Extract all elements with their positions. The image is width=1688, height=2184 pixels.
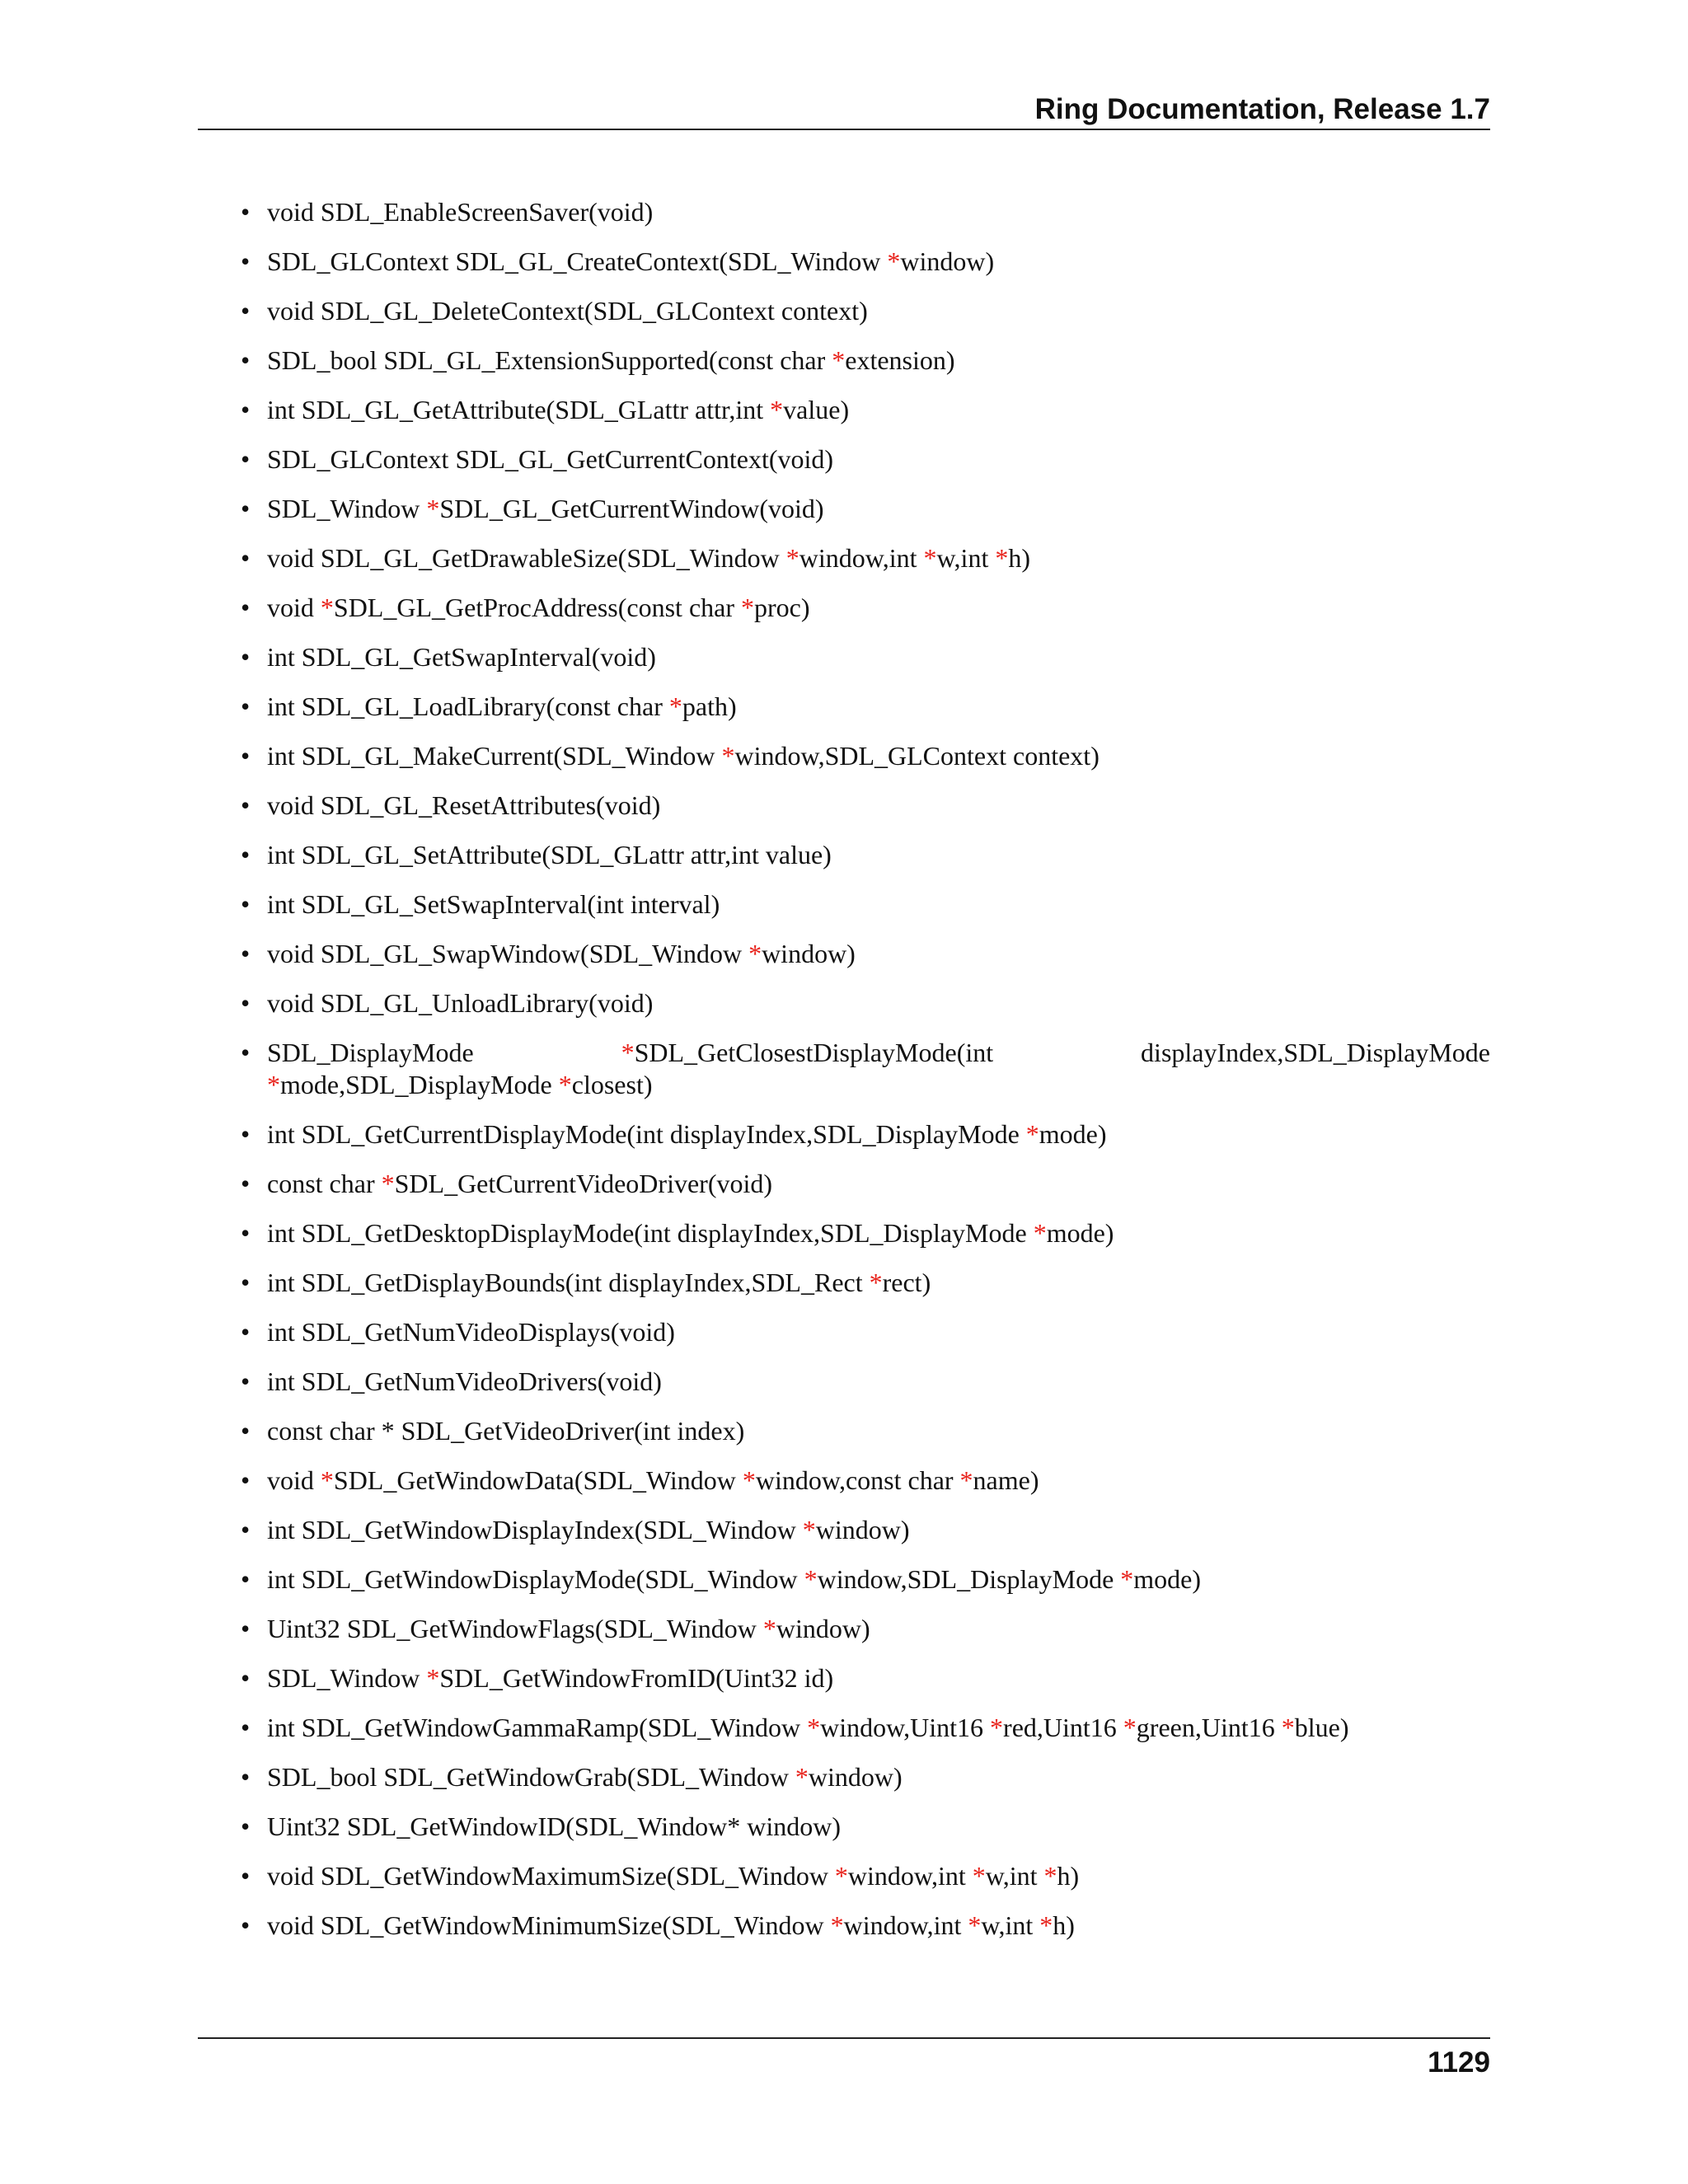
pointer-star: * <box>990 1713 1004 1742</box>
pointer-star: * <box>668 691 682 721</box>
signature-text: SDL_bool SDL_GetWindowGrab(SDL_Window <box>267 1762 795 1792</box>
signature-text: Uint32 SDL_GetWindowFlags(SDL_Window <box>267 1614 763 1643</box>
signature-text: void SDL_GetWindowMaximumSize(SDL_Window <box>267 1861 835 1891</box>
signature-text: int SDL_GetWindowDisplayIndex(SDL_Window <box>267 1515 803 1544</box>
signature-text: window,Uint16 <box>820 1713 991 1742</box>
pointer-star: * <box>804 1564 818 1594</box>
pointer-star: * <box>1281 1713 1295 1742</box>
page-header <box>198 92 1490 130</box>
pointer-star: * <box>748 939 762 968</box>
pointer-star: * <box>1123 1713 1137 1742</box>
signature-text: SDL_Window <box>267 494 427 523</box>
list-item <box>239 740 1490 772</box>
pointer-star: * <box>267 1070 280 1099</box>
signature-text: red,Uint16 <box>1003 1713 1123 1742</box>
pointer-star: * <box>972 1861 986 1891</box>
signature-text: name) <box>973 1465 1039 1495</box>
list-item <box>239 394 1490 426</box>
signature-text: SDL_GetClosestDisplayMode(int displayIndex,SDL_DisplayMode <box>634 1038 1491 1067</box>
signature-text: int SDL_GetWindowDisplayMode(SDL_Window <box>267 1564 804 1594</box>
list-item <box>239 246 1490 278</box>
pointer-star: * <box>887 246 901 276</box>
pointer-star: * <box>426 494 440 523</box>
list-item <box>239 1860 1490 1892</box>
pointer-star: * <box>1025 1119 1039 1149</box>
header-divider <box>198 129 1490 130</box>
signature-text: closest) <box>571 1070 653 1099</box>
signature-text: window) <box>900 246 995 276</box>
signature-text: window) <box>762 939 856 968</box>
signature-text: SDL_GetWindowData(SDL_Window <box>333 1465 743 1495</box>
signature-text: int SDL_GL_MakeCurrent(SDL_Window <box>267 741 722 771</box>
list-item <box>239 295 1490 327</box>
signature-text: mode) <box>1039 1119 1107 1149</box>
signature-text: SDL_Window <box>267 1663 427 1693</box>
signature-text: h) <box>1057 1861 1080 1891</box>
signature-text: void SDL_GL_GetDrawableSize(SDL_Window <box>267 543 786 573</box>
list-item <box>239 987 1490 1019</box>
signature-text: value) <box>783 395 850 424</box>
signature-text: Uint32 SDL_GetWindowID(SDL_Window* window) <box>267 1811 842 1841</box>
list-item <box>239 641 1490 673</box>
list-item <box>239 1316 1490 1348</box>
page-number: 1129 <box>1428 2046 1490 2079</box>
signature-text: extension) <box>845 345 955 375</box>
signature-text: int SDL_GL_GetAttribute(SDL_GLattr attr,int <box>267 395 771 424</box>
pointer-star: * <box>1039 1910 1053 1940</box>
signature-text: window) <box>815 1515 910 1544</box>
signature-text: SDL_bool SDL_GL_ExtensionSupported(const char <box>267 345 832 375</box>
signature-text: proc) <box>754 593 810 622</box>
signature-text: w,int <box>985 1861 1044 1891</box>
signature-text: const char <box>267 1169 382 1198</box>
pointer-star: * <box>869 1268 883 1297</box>
pointer-star: * <box>959 1465 973 1495</box>
signature-text: void SDL_GL_UnloadLibrary(void) <box>267 988 654 1018</box>
pointer-star: * <box>721 741 735 771</box>
pointer-star: * <box>834 1861 848 1891</box>
signature-text: window,int <box>799 543 924 573</box>
list-item <box>239 938 1490 970</box>
list-item <box>239 839 1490 871</box>
signature-text: int SDL_GetCurrentDisplayMode(int displayIndex,SDL_DisplayMode <box>267 1119 1026 1149</box>
signature-text: void <box>267 593 321 622</box>
list-item <box>239 1217 1490 1249</box>
pointer-star: * <box>762 1614 776 1643</box>
pointer-star: * <box>770 395 784 424</box>
list-item <box>239 196 1490 228</box>
signature-text: w,int <box>981 1910 1040 1940</box>
list-item <box>239 542 1490 574</box>
pointer-star: * <box>968 1910 982 1940</box>
signature-text: int SDL_GetNumVideoDrivers(void) <box>267 1366 662 1396</box>
list-item <box>239 1613 1490 1645</box>
pointer-star: * <box>923 543 937 573</box>
signature-text: w,int <box>936 543 996 573</box>
signature-text: blue) <box>1294 1713 1349 1742</box>
pointer-star: * <box>802 1515 816 1544</box>
signature-text: mode) <box>1133 1564 1202 1594</box>
signature-text: int SDL_GL_GetSwapInterval(void) <box>267 642 656 672</box>
list-item <box>239 344 1490 377</box>
list-item <box>239 1910 1490 1942</box>
pointer-star: * <box>621 1038 635 1067</box>
pointer-star: * <box>320 1465 334 1495</box>
pointer-star: * <box>426 1663 440 1693</box>
signature-text: green,Uint16 <box>1136 1713 1282 1742</box>
list-item <box>239 790 1490 822</box>
list-item <box>239 1514 1490 1546</box>
signature-text: void <box>267 1465 321 1495</box>
signature-text: window,SDL_GLContext context) <box>734 741 1100 771</box>
list-item <box>239 493 1490 525</box>
pointer-star: * <box>785 543 799 573</box>
signature-text: window,int <box>843 1910 968 1940</box>
signature-text: SDL_GL_GetProcAddress(const char <box>333 593 741 622</box>
page-content <box>239 196 1490 1959</box>
signature-text: SDL_GLContext SDL_GL_CreateContext(SDL_Window <box>267 246 888 276</box>
signature-text: window) <box>808 1762 903 1792</box>
function-list <box>239 196 1490 1942</box>
pointer-star: * <box>807 1713 821 1742</box>
signature-text: SDL_DisplayMode <box>267 1038 621 1067</box>
list-item <box>239 1168 1490 1200</box>
signature-text: int SDL_GL_SetSwapInterval(int interval) <box>267 889 720 919</box>
signature-text: const char * SDL_GetVideoDriver(int index) <box>267 1416 745 1446</box>
pointer-star: * <box>320 593 334 622</box>
list-item <box>239 1563 1490 1596</box>
signature-text: int SDL_GetWindowGammaRamp(SDL_Window <box>267 1713 808 1742</box>
signature-text: window,int <box>847 1861 973 1891</box>
signature-text: SDL_GLContext SDL_GL_GetCurrentContext(void) <box>267 444 834 474</box>
pointer-star: * <box>558 1070 572 1099</box>
pointer-star: * <box>1043 1861 1057 1891</box>
signature-text: void SDL_GL_ResetAttributes(void) <box>267 790 661 820</box>
list-item <box>239 691 1490 723</box>
signature-text: int SDL_GetNumVideoDisplays(void) <box>267 1317 675 1347</box>
signature-text: window) <box>776 1614 870 1643</box>
list-item <box>239 1662 1490 1694</box>
pointer-star: * <box>995 543 1009 573</box>
list-item <box>239 1267 1490 1299</box>
signature-text: int SDL_GL_LoadLibrary(const char <box>267 691 669 721</box>
signature-text: int SDL_GetDesktopDisplayMode(int displayIndex,SDL_DisplayMode <box>267 1218 1034 1248</box>
signature-text: rect) <box>882 1268 931 1297</box>
pointer-star: * <box>830 1910 844 1940</box>
list-item <box>239 1118 1490 1151</box>
list-item <box>239 1761 1490 1793</box>
signature-text: h) <box>1053 1910 1075 1940</box>
footer-divider <box>198 2037 1490 2039</box>
signature-text: void SDL_GetWindowMinimumSize(SDL_Window <box>267 1910 831 1940</box>
list-item <box>239 443 1490 476</box>
list-item <box>239 1712 1490 1744</box>
pointer-star: * <box>381 1169 395 1198</box>
list-item <box>239 592 1490 624</box>
pointer-star: * <box>741 593 754 622</box>
list-item <box>239 1366 1490 1398</box>
signature-text: void SDL_GL_SwapWindow(SDL_Window <box>267 939 749 968</box>
pointer-star: * <box>1033 1218 1047 1248</box>
pointer-star: * <box>742 1465 756 1495</box>
signature-text: void SDL_EnableScreenSaver(void) <box>267 197 654 227</box>
list-item <box>239 1037 1490 1101</box>
signature-text: window,const char <box>755 1465 960 1495</box>
list-item <box>239 1465 1490 1497</box>
signature-text: path) <box>682 691 737 721</box>
signature-text: window,SDL_DisplayMode <box>817 1564 1121 1594</box>
signature-text: int SDL_GL_SetAttribute(SDL_GLattr attr,int value) <box>267 840 832 869</box>
pointer-star: * <box>795 1762 809 1792</box>
signature-text: SDL_GetWindowFromID(Uint32 id) <box>439 1663 834 1693</box>
pointer-star: * <box>832 345 846 375</box>
signature-text: SDL_GetCurrentVideoDriver(void) <box>394 1169 773 1198</box>
document-title: Ring Documentation, Release 1.7 <box>1034 93 1490 125</box>
pointer-star: * <box>1120 1564 1134 1594</box>
list-item <box>239 888 1490 921</box>
signature-text: SDL_GL_GetCurrentWindow(void) <box>439 494 824 523</box>
signature-text: h) <box>1008 543 1030 573</box>
signature-text: mode) <box>1046 1218 1114 1248</box>
signature-text: void SDL_GL_DeleteContext(SDL_GLContext context) <box>267 296 868 326</box>
signature-text: mode,SDL_DisplayMode <box>280 1070 559 1099</box>
list-item <box>239 1415 1490 1447</box>
signature-text: int SDL_GetDisplayBounds(int displayIndex,SDL_Rect <box>267 1268 870 1297</box>
list-item <box>239 1811 1490 1843</box>
